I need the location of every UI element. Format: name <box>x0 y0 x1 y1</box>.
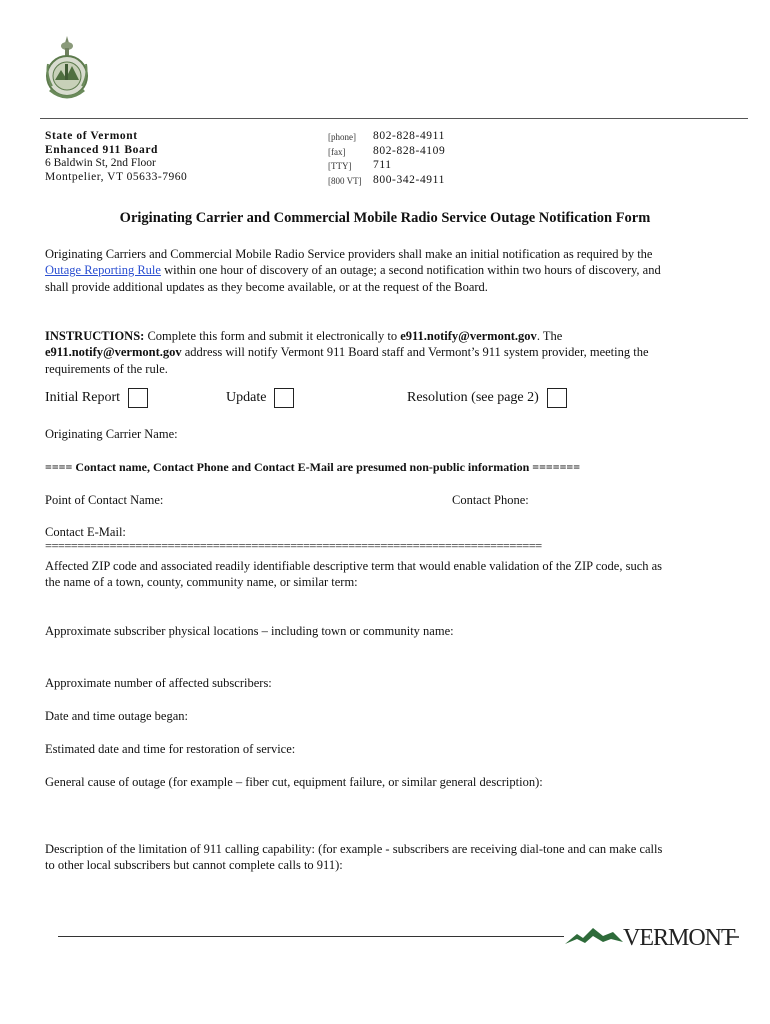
zip-code-label: Affected ZIP code and associated readily identifiable descriptive term that would enable validation of the ZIP code, such as the name of a town, county, community name, or similar term: <box>45 559 663 590</box>
contact-row <box>328 145 445 160</box>
contact-label: [fax] <box>328 146 346 157</box>
instructions-text: address will notify Vermont 911 Board staff and Vermont’s 911 system provider, meeting the requirements of the rule. <box>45 345 649 376</box>
notify-email: e911.notify@vermont.gov <box>400 329 537 343</box>
vermont-logo <box>563 920 743 950</box>
contact-row <box>328 174 445 189</box>
contact-row <box>328 130 445 145</box>
resolution-checkbox[interactable] <box>547 388 567 408</box>
contact-value: 800-342-4911 <box>373 173 445 186</box>
vermont-logo-text: VERMONT <box>623 925 735 950</box>
limitation-label: Description of the limitation of 911 calling capability: (for example - subscribers are receiving dial-tone and can make calls to other local subscribers but cannot complete calls to 911): <box>45 842 663 873</box>
instructions-text: Complete this form and submit it electronically to <box>144 329 401 343</box>
initial-report-option[interactable] <box>45 388 148 408</box>
contact-label: [phone] <box>328 132 356 142</box>
resolution-label: Resolution (see page 2) <box>407 390 539 405</box>
contact-email-label: Contact E-Mail: <box>45 525 126 539</box>
org-line-1: State of Vermont <box>45 130 138 142</box>
intro-text: Originating Carriers and Commercial Mobile Radio Service providers shall make an initial notification as required by the <box>45 247 653 261</box>
contact-name-label: Point of Contact Name: <box>45 493 164 507</box>
footer-rule <box>58 936 564 937</box>
non-public-notice: ==== Contact name, Contact Phone and Contact E-Mail are presumed non-public information ======= <box>45 460 581 474</box>
intro-paragraph <box>45 246 670 295</box>
contact-value: 802-828-4109 <box>373 144 446 157</box>
intro-text: within one hour of discovery of an outage; a second notification within two hours of discovery, and shall provide additional updates as they become available, or at the request of the Board. <box>45 263 661 294</box>
initial-report-label: Initial Report <box>45 390 121 405</box>
vermont-state-seal <box>44 34 90 106</box>
address-line-2: Montpelier, VT 05633-7960 <box>45 170 188 183</box>
outage-reporting-rule-link[interactable]: Outage Reporting Rule <box>45 263 161 278</box>
update-checkbox[interactable] <box>274 388 294 408</box>
org-line-2: Enhanced 911 Board <box>45 143 159 156</box>
update-label: Update <box>226 390 267 405</box>
contact-label: [TTY] <box>328 161 352 172</box>
initial-report-checkbox[interactable] <box>128 388 148 408</box>
cause-label: General cause of outage (for example – fiber cut, equipment failure, or similar general description): <box>45 775 543 789</box>
agency-contacts <box>328 130 445 188</box>
report-type-options <box>45 388 605 414</box>
agency-address <box>45 130 187 184</box>
carrier-name-label: Originating Carrier Name: <box>45 427 178 441</box>
instructions-label: INSTRUCTIONS: <box>45 329 145 343</box>
update-option[interactable] <box>226 388 294 408</box>
outage-began-label: Date and time outage began: <box>45 709 188 723</box>
restoration-label: Estimated date and time for restoration of service: <box>45 742 296 756</box>
address-line-1: 6 Baldwin St, 2nd Floor <box>45 157 156 170</box>
contact-phone-label: Contact Phone: <box>452 493 529 507</box>
instructions-paragraph <box>45 328 670 377</box>
section-separator: ============================================================================= <box>45 539 542 553</box>
resolution-option[interactable] <box>407 388 567 408</box>
locations-label: Approximate subscriber physical locations – including town or community name: <box>45 624 454 638</box>
contact-value: 802-828-4911 <box>373 130 445 142</box>
subscribers-label: Approximate number of affected subscribers: <box>45 676 272 690</box>
contact-row <box>328 159 445 174</box>
form-title: Originating Carrier and Commercial Mobile Radio Service Outage Notification Form <box>119 210 651 226</box>
contact-value: 711 <box>373 159 392 172</box>
contact-label: [800 VT] <box>328 175 362 186</box>
header-rule <box>40 118 748 119</box>
instructions-text: . The <box>536 329 563 343</box>
notify-email: e911.notify@vermont.gov <box>45 345 182 360</box>
